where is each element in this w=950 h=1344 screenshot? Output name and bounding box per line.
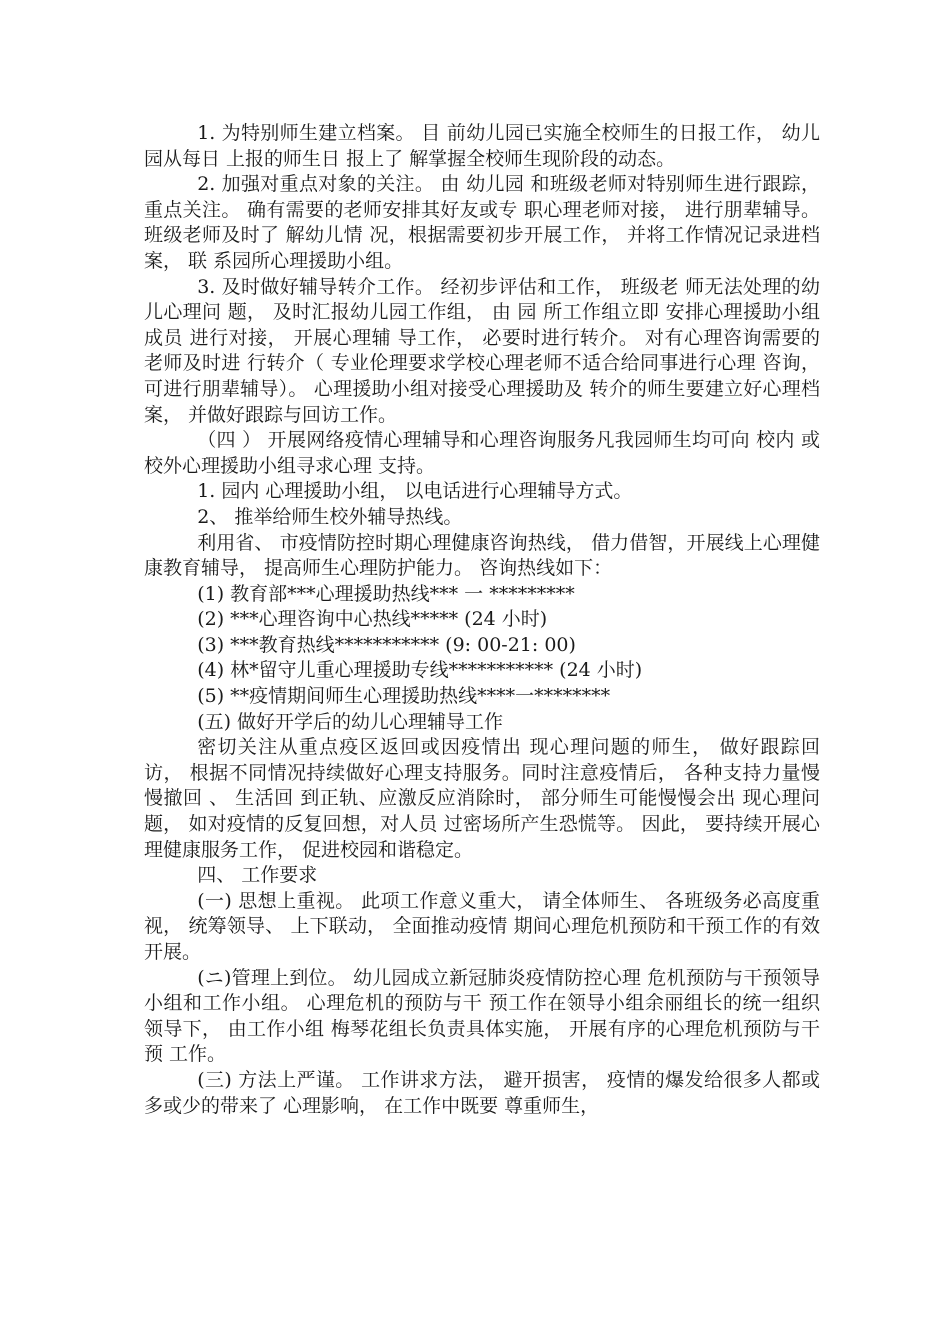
hotline-item-5: (5) **疫情期间师生心理援助热线****一******** xyxy=(197,685,611,708)
hotline-item-3: (3) ***教育热线*********** (9: 00-21: 00) xyxy=(197,633,576,656)
paragraph-4-1: 1. 园内 心理援助小组， 以电话进行心理辅导方式。 xyxy=(197,480,633,503)
paragraph-4-2: 2、 推举给师生校外辅导热线。 xyxy=(197,505,463,528)
hotline-item-4: (4) 林*留守儿重心理援助专线*********** (24 小时) xyxy=(197,659,643,682)
paragraph-hotline-intro: 利用省、 市疫情防控时期心理健康咨询热线， 借力借智，开展线上心理健康教育辅导， 提高师生心理防护能力。 咨询热线如下： xyxy=(144,531,820,580)
requirement-3: (三) 方法上严谨。 工作讲求方法， 避开损害， 疫情的爆发给很多人都或多或少的带来了 心理影响， 在工作中既要 尊重师生， xyxy=(144,1068,820,1117)
hotline-item-1: (1) 教育部***心理援助热线*** 一 ********* xyxy=(197,582,575,605)
paragraph-5: 密切关注从重点疫区返回或因疫情出 现心理问题的师生， 做好跟踪回 访， 根据不同情况持续做好心理支持服务。同时注意疫情后， 各种支持力量慢慢撤回 、 生活回 到正轨、应激反应消除时， 部分师生可能慢慢会出 现心理问题， 如对疫情的反复回想，对人员 过密场所产生恐慌等。 因此， 要持续开展心理健康服务工作， 促进校园和谐稳定。 xyxy=(144,736,827,861)
hotline-item-2: (2) ***心理咨询中心热线***** (24 小时) xyxy=(197,608,548,631)
section-heading-requirements: 四、 工作要求 xyxy=(197,864,318,887)
paragraph-2: 2. 加强对重点对象的关注。 由 幼儿园 和班级老师对特别师生进行跟踪， 重点关注。 确有需要的老师安排其好友或专 职心理老师对接， 进行朋辈辅导。 班级老师及时了 解幼儿情 况，根据需要初步开展工作， 并将工作情况记录进档案， 联 系园所心理援助小组。 xyxy=(144,173,827,272)
section-heading-5: (五) 做好开学后的幼儿心理辅导工作 xyxy=(197,710,504,733)
section-heading-4: （四 ） 开展网络疫情心理辅导和心理咨询服务凡我园师生均可向 校内 或校外心理援助小组寻求心理 支持。 xyxy=(144,429,820,477)
requirement-2: (ニ)管理上到位。 幼儿园成立新冠肺炎疫情防控心理 危机预防与干预领导小组和工作小组。 心理危机的预防与干 预工作在领导小组余丽组长的统一组织领导下， 由工作小组 梅琴花组长负责具体实施， 开展有序的心理危机预防与干预 工作。 xyxy=(144,966,820,1066)
requirement-1: (一) 思想上重视。 此项工作意义重大， 请全体师生、 各班级务必高度重视， 统筹领导、 上下联动， 全面推动疫情 期间心理危机预防和干预工作的有效开展。 xyxy=(144,889,820,963)
document-body xyxy=(144,121,827,1119)
paragraph-3: 3. 及时做好辅导转介工作。 经初步评估和工作， 班级老 师无法处理的幼儿心理问 题， 及时汇报幼儿园工作组， 由 园 所工作组立即 安排心理援助小组成员 进行对接， 开展心理辅 导工作， 必要时进行转介。 对有心理咨询需要的老师及时进 行转介（ 专业伦理要求学校心理老师不适合给同事进行心理 咨询， 可进行朋辈辅导）。 心理援助小组对接受心理援助及 转介的师生要建立好心理档案， 并做好跟踪与回访工作。 xyxy=(144,275,827,426)
paragraph-1: 1. 为特别师生建立档案。 目 前幼儿园已实施全校师生的日报工作， 幼儿园从每日 上报的师生日 报上了 解掌握全校师生现阶段的动态。 xyxy=(144,122,820,170)
